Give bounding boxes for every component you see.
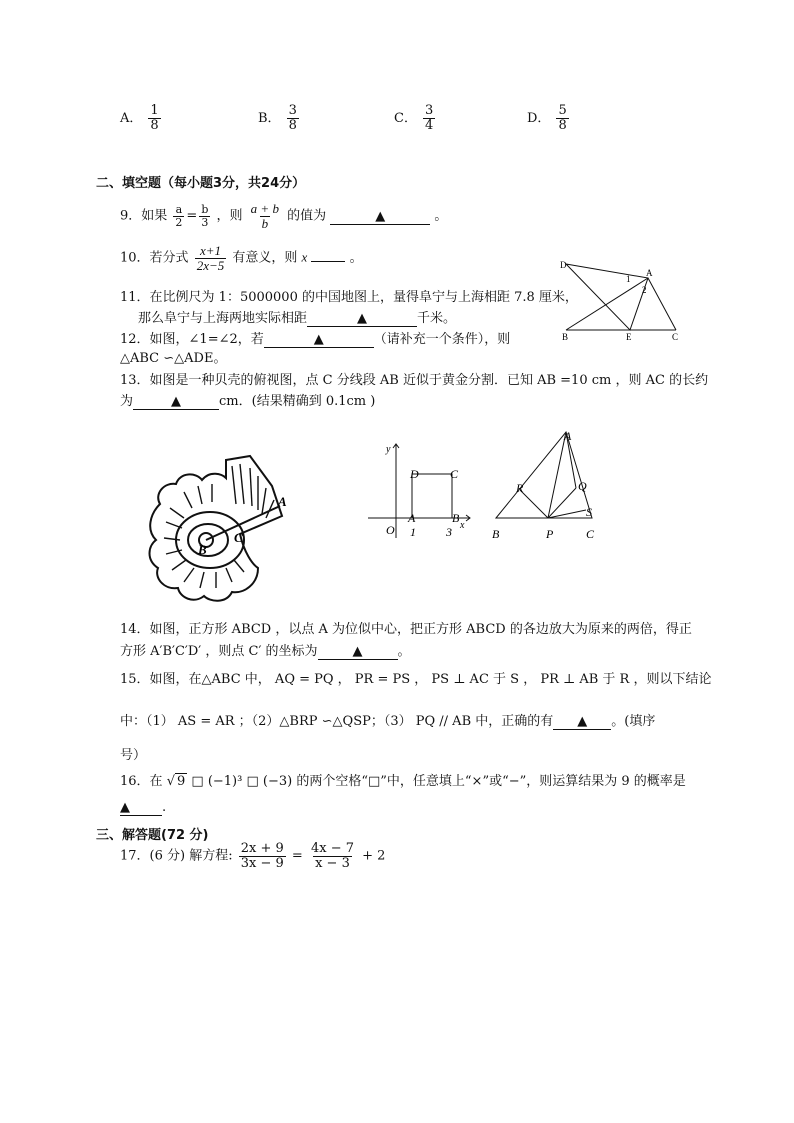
shell-label-b: B (198, 542, 207, 557)
shell-label-c: C (234, 530, 243, 545)
tick-label-1: 1 (410, 525, 416, 539)
option-a: A． $\frac{1}{8}$ (120, 103, 159, 133)
question-15-line-2: 中：（1） AS = AR ；（2）△BRP ∽△QSP；（3） PQ // AB 中，正确的有 ▲ 。(填序 (120, 714, 656, 729)
figure-shell (140, 452, 300, 608)
question-11-line-1: 11．在比例尺为 1：5000000 的中国地图上，量得阜宁与上海相距 7.8 厘米， (120, 290, 578, 305)
tri-label-c: C (586, 527, 595, 541)
tri-label-r: R (516, 481, 524, 495)
fig12-angle-2: 2 (642, 285, 647, 295)
axis-label-y: y (386, 444, 391, 455)
tri-label-s: S (586, 505, 592, 519)
question-11-line-2: 那么阜宁与上海两地实际相距 ▲ 千米。 (138, 311, 457, 326)
answer-blank-11[interactable]: ▲ (307, 312, 417, 327)
tri-label-a: A (564, 429, 572, 443)
figure-q12-triangles (556, 256, 686, 346)
answer-blank-16[interactable]: ▲ (120, 801, 162, 816)
question-15-line-3: 号） (120, 748, 147, 763)
section-2-heading: 二、填空题（每小题3分，共24分） (96, 176, 306, 191)
question-14-line-2: 方形 A′B′C′D′ ，则点 C′ 的坐标为 ▲ 。 (120, 644, 411, 659)
question-12-line-2: △ABC ∽△ADE。 (120, 351, 227, 366)
fig12-label-b: B (562, 332, 569, 342)
question-16-line-1: 16．在 √ 9 □ (−1)³ □ (−3) 的两个空格“□”中，任意填上“×”或“−”，则运算结果为 9 的概率是 (120, 774, 686, 789)
fig12-label-c: C (672, 332, 679, 342)
question-13-line-1: 13．如图是一种贝壳的俯视图，点 C 分线段 AB 近似于黄金分割．已知 AB =10 cm ，则 AC 的长约 (120, 373, 709, 388)
question-13-line-2: 为 ▲ cm．(结果精确到 0.1cm ) (120, 394, 376, 409)
question-9: 9．如果 $\frac{a}{2}$ = $\frac{b}{3}$ ，则 $\frac{a + b}{b}$ 的值为 ▲ 。 (120, 201, 448, 231)
origin-label: O (386, 523, 395, 537)
fig12-label-e: E (626, 332, 632, 342)
shell-label-a: A (278, 494, 287, 509)
question-12-line-1: 12．如图，∠1=∠2，若 ▲ （请补充一个条件），则 (120, 332, 511, 347)
square-label-d: D (410, 467, 419, 481)
tri-label-p: P (546, 527, 554, 541)
question-14-line-1: 14．如图，正方形 ABCD ，以点 A 为位似中心，把正方形 ABCD 的各边放大为原来的两倍，得正 (120, 622, 692, 637)
figure-coordinate-square (366, 440, 472, 544)
option-c: C． $\frac{3}{4}$ (394, 103, 434, 133)
answer-blank-9[interactable]: ▲ (330, 210, 430, 225)
figure-triangle-apq (488, 424, 608, 546)
answer-blank-13[interactable]: ▲ (133, 395, 219, 410)
fig12-angle-1: 1 (626, 274, 631, 284)
square-label-c: C (450, 467, 459, 481)
square-label-b: B (452, 511, 460, 525)
tick-label-3: 3 (446, 525, 452, 539)
question-16-line-2: ▲ . (120, 800, 167, 815)
question-17: 17．(6 分) 解方程: $\frac{2x + 9}{3x - 9}$ = $\frac{4x - 7}{x - 3}$ + 2 (120, 841, 386, 871)
question-15-line-1: 15．如图，在△ABC 中， AQ = PQ ， PR = PS ， PS ⊥ AC 于 S ， PR ⊥ AB 于 R ，则以下结论 (120, 672, 712, 687)
section-3-heading: 三、解答题(72 分) (96, 828, 209, 843)
tri-label-b: B (492, 527, 500, 541)
answer-blank-15[interactable]: ▲ (553, 715, 611, 730)
axis-label-x: x (460, 520, 465, 531)
question-10: 10．若分式 $\frac{x+1}{2x-5}$ 有意义，则 x 。 (120, 243, 363, 273)
option-b: B． $\frac{3}{8}$ (258, 103, 297, 133)
square-label-a: A (408, 511, 416, 525)
fig12-label-d: D (560, 260, 567, 270)
answer-blank-10[interactable] (311, 261, 345, 262)
answer-blank-14[interactable]: ▲ (318, 645, 398, 660)
option-d: D． $\frac{5}{8}$ (527, 103, 567, 133)
fig12-label-a: A (646, 268, 653, 278)
answer-blank-12[interactable]: ▲ (264, 333, 374, 348)
sqrt-9: √ 9 (166, 774, 186, 789)
tri-label-q: Q (578, 479, 587, 493)
